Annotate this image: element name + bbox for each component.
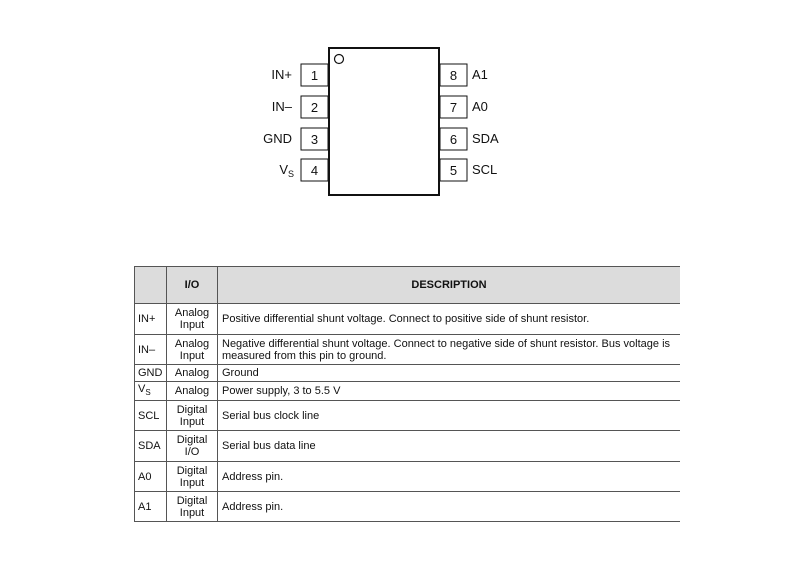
io-cell: Digital Input — [167, 492, 218, 522]
pin-number: 6 — [449, 132, 458, 147]
pin-number: 1 — [310, 68, 319, 83]
table-row — [135, 431, 681, 462]
pin-label: IN+ — [271, 67, 292, 82]
pin-label: SCL — [472, 162, 498, 177]
pin-1 — [271, 64, 328, 86]
io-cell: Digital I/O — [167, 431, 218, 462]
description-cell: Positive differential shunt voltage. Connect to positive side of shunt resistor. — [218, 304, 681, 335]
pin-label: IN– — [271, 99, 292, 114]
pin-label: $V_S$ — [279, 162, 294, 179]
table-row — [135, 492, 681, 522]
pin-description-table — [134, 266, 680, 522]
pin-number: 8 — [449, 68, 458, 83]
pin-number: 4 — [310, 163, 319, 178]
io-cell: Digital Input — [167, 401, 218, 431]
pin-name-subscript: S — [145, 388, 151, 398]
header-pin-name — [135, 267, 167, 304]
description-cell: Serial bus clock line — [218, 401, 681, 431]
pin-3 — [263, 128, 328, 150]
io-cell: Analog Input — [167, 335, 218, 365]
table-header-row — [135, 267, 681, 304]
pin-6 — [440, 128, 499, 150]
pin-name-cell — [135, 382, 167, 401]
description-cell: Address pin. — [218, 492, 681, 522]
table-row — [135, 365, 681, 382]
pin-label: A0 — [472, 99, 488, 114]
table-row — [135, 401, 681, 431]
pinout-diagram — [0, 0, 800, 240]
description-cell: Power supply, 3 to 5.5 V — [218, 382, 681, 401]
pin-number: 5 — [449, 163, 458, 178]
pin1-marker-icon — [335, 55, 344, 64]
pin-name-cell: A0 — [135, 462, 167, 492]
table-row — [135, 335, 681, 365]
pin-name-cell: SCL — [135, 401, 167, 431]
header-io: I/O — [167, 267, 218, 304]
io-cell: Analog — [167, 365, 218, 382]
io-cell: Analog Input — [167, 304, 218, 335]
io-cell: Digital Input — [167, 462, 218, 492]
chip-body — [329, 48, 439, 195]
description-cell: Negative differential shunt voltage. Connect to negative side of shunt resistor. Bus voltage is measured from this pin to ground. — [218, 335, 681, 365]
pin-number: 2 — [310, 100, 319, 115]
pin-number: 3 — [310, 132, 319, 147]
description-cell: Address pin. — [218, 462, 681, 492]
pin-2 — [272, 96, 328, 118]
pin-label: SDA — [472, 131, 499, 146]
table-row — [135, 462, 681, 492]
pin-name-cell: IN– — [135, 335, 167, 365]
io-cell: Analog — [167, 382, 218, 401]
table-row — [135, 304, 681, 335]
pin-name-cell: IN+ — [135, 304, 167, 335]
pin-name-cell: GND — [135, 365, 167, 382]
pin-name-cell: A1 — [135, 492, 167, 522]
pin-label: A1 — [472, 67, 488, 82]
table-row — [135, 382, 681, 401]
pin-label: GND — [263, 131, 292, 146]
pin-name-main: V — [138, 383, 146, 395]
pin-5 — [440, 159, 497, 181]
description-cell: Ground — [218, 365, 681, 382]
pin-7 — [440, 96, 488, 118]
pin-4 — [279, 159, 328, 181]
pin-8 — [440, 64, 488, 86]
pin-number: 7 — [449, 100, 458, 115]
pin-name-cell: SDA — [135, 431, 167, 462]
description-cell: Serial bus data line — [218, 431, 681, 462]
header-description: DESCRIPTION — [218, 267, 681, 304]
